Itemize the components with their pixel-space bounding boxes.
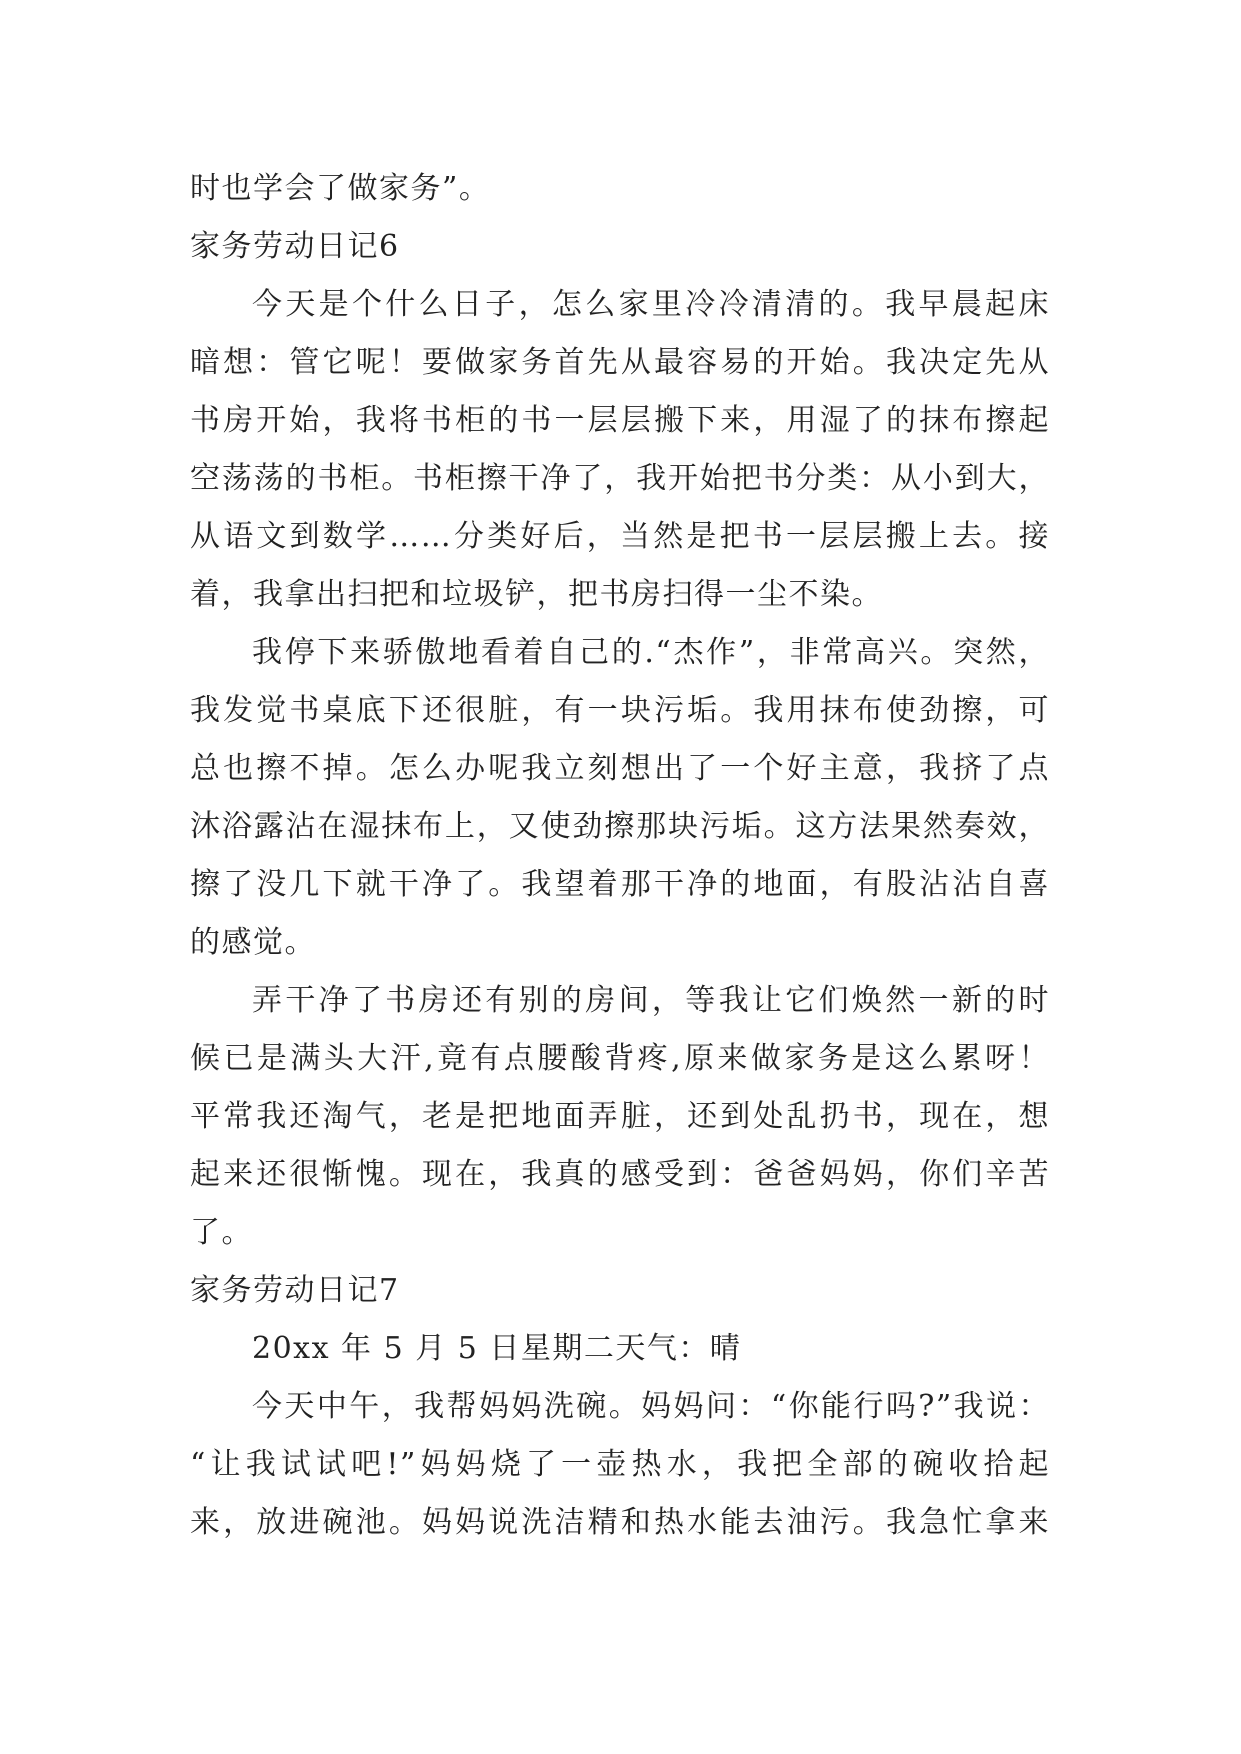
paragraph-line: 了。 (190, 1215, 253, 1250)
paragraph-line: 书房开始，我将书柜的书一层层搬下来，用湿了的抹布擦起 (190, 403, 1050, 438)
paragraph-line: 今天是个什么日子，怎么家里冷冷清清的。我早晨起床 (252, 287, 1050, 322)
paragraph-line: 弄干净了书房还有别的房间，等我让它们焕然一新的时 (252, 983, 1050, 1018)
paragraph-line: “让我试试吧!”妈妈烧了一壶热水，我把全部的碗收拾起 (190, 1447, 1050, 1482)
paragraph-line: 我停下来骄傲地看着自己的.“杰作”，非常高兴。突然， (252, 635, 1050, 670)
paragraph-line: 起来还很惭愧。现在，我真的感受到：爸爸妈妈，你们辛苦 (190, 1157, 1050, 1192)
section-heading-diary-6: 家务劳动日记6 (190, 229, 400, 264)
paragraph-line: 总也擦不掉。怎么办呢我立刻想出了一个好主意，我挤了点 (190, 751, 1050, 786)
paragraph-line: 来，放进碗池。妈妈说洗洁精和热水能去油污。我急忙拿来 (190, 1505, 1050, 1540)
paragraph-line: 从语文到数学……分类好后，当然是把书一层层搬上去。接 (190, 519, 1050, 554)
paragraph-line: 今天中午，我帮妈妈洗碗。妈妈问：“你能行吗?”我说： (252, 1389, 1050, 1424)
date-weather-line: 20xx 年 5 月 5 日星期二天气：晴 (252, 1331, 742, 1366)
paragraph-line: 暗想：管它呢！要做家务首先从最容易的开始。我决定先从 (190, 345, 1050, 380)
paragraph-line: 空荡荡的书柜。书柜擦干净了，我开始把书分类：从小到大， (190, 461, 1050, 496)
paragraph-line: 平常我还淘气，老是把地面弄脏，还到处乱扔书，现在，想 (190, 1099, 1050, 1134)
paragraph-line: 着，我拿出扫把和垃圾铲，把书房扫得一尘不染。 (190, 577, 883, 612)
document-body (190, 160, 1050, 1552)
section-heading-diary-7: 家务劳动日记7 (190, 1273, 400, 1308)
paragraph-line: 擦了没几下就干净了。我望着那干净的地面，有股沾沾自喜 (190, 867, 1050, 902)
paragraph-line: 沐浴露沾在湿抹布上，又使劲擦那块污垢。这方法果然奏效， (190, 809, 1050, 844)
paragraph-line: 候已是满头大汗,竟有点腰酸背疼,原来做家务是这么累呀！ (190, 1041, 1050, 1076)
paragraph-line: 的感觉。 (190, 925, 316, 960)
paragraph-line: 时也学会了做家务”。 (190, 171, 491, 206)
paragraph-line: 我发觉书桌底下还很脏，有一块污垢。我用抹布使劲擦，可 (190, 693, 1050, 728)
